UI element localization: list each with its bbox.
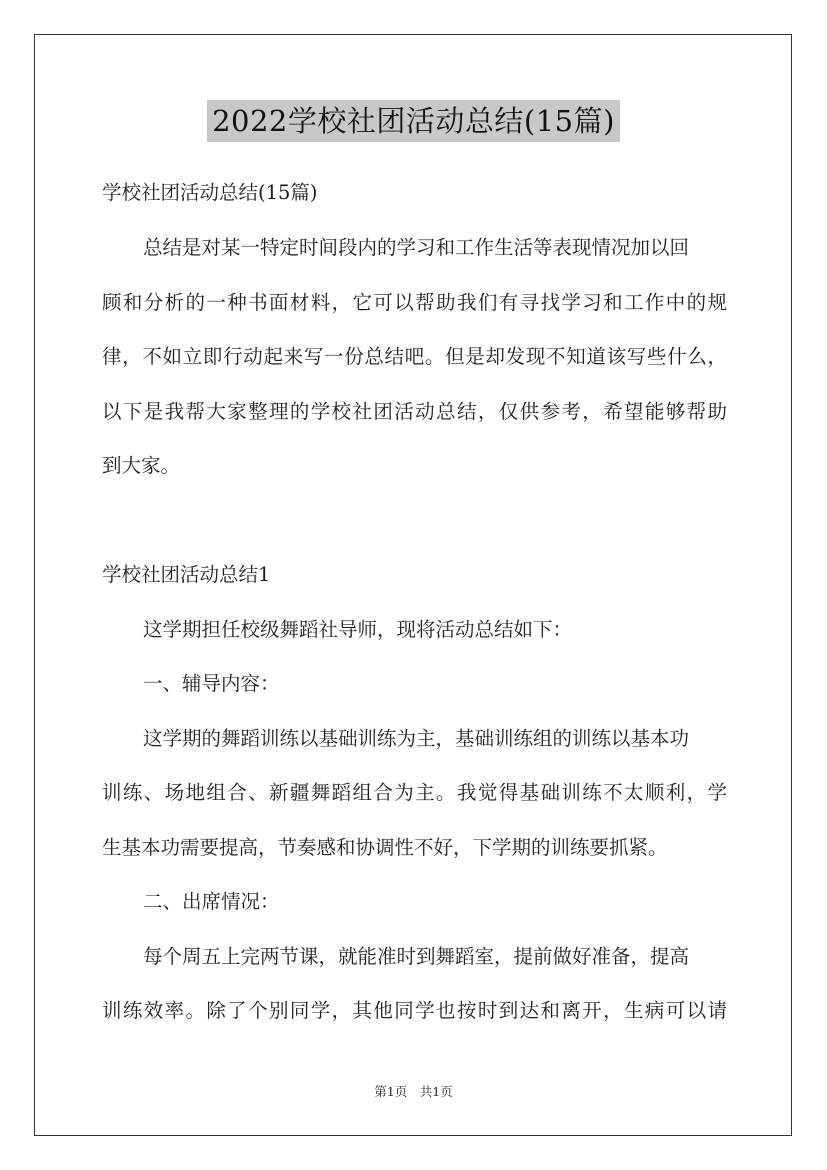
intro-line-4: 以下是我帮大家整理的学校社团活动总结，仅供参考，希望能够帮助 <box>102 400 727 423</box>
section-lead: 这学期担任校级舞蹈社导师，现将活动总结如下： <box>143 618 573 641</box>
section-heading: 学校社团活动总结1 <box>102 563 271 586</box>
intro-line-1: 总结是对某一特定时间段内的学习和工作生活等表现情况加以回 <box>143 236 690 259</box>
intro-line-5: 到大家。 <box>102 454 181 477</box>
attendance-line-1: 每个周五上完两节课，就能准时到舞蹈室，提前做好准备，提高 <box>143 945 690 968</box>
document-subtitle: 学校社团活动总结(15篇) <box>102 181 318 204</box>
intro-line-2: 顾和分析的一种书面材料，它可以帮助我们有寻找学习和工作中的规 <box>102 291 727 314</box>
page-number-footer: 第1页 共1页 <box>374 1084 453 1099</box>
intro-line-3: 律，不如立即行动起来写一份总结吧。但是却发现不知道该写些什么， <box>102 345 727 368</box>
guidance-line-3: 生基本功需要提高，节奏感和协调性不好，下学期的训练要抓紧。 <box>102 836 668 859</box>
subheading-guidance: 一、辅导内容： <box>143 672 280 695</box>
guidance-line-2: 训练、场地组合、新疆舞蹈组合为主。我觉得基础训练不太顺利，学 <box>102 781 727 804</box>
guidance-line-1: 这学期的舞蹈训练以基础训练为主，基础训练组的训练以基本功 <box>143 727 690 750</box>
attendance-line-2: 训练效率。除了个别同学，其他同学也按时到达和离开，生病可以请 <box>102 999 727 1022</box>
subheading-attendance: 二、出席情况： <box>143 890 280 913</box>
document-title: 2022学校社团活动总结(15篇) <box>207 100 620 142</box>
